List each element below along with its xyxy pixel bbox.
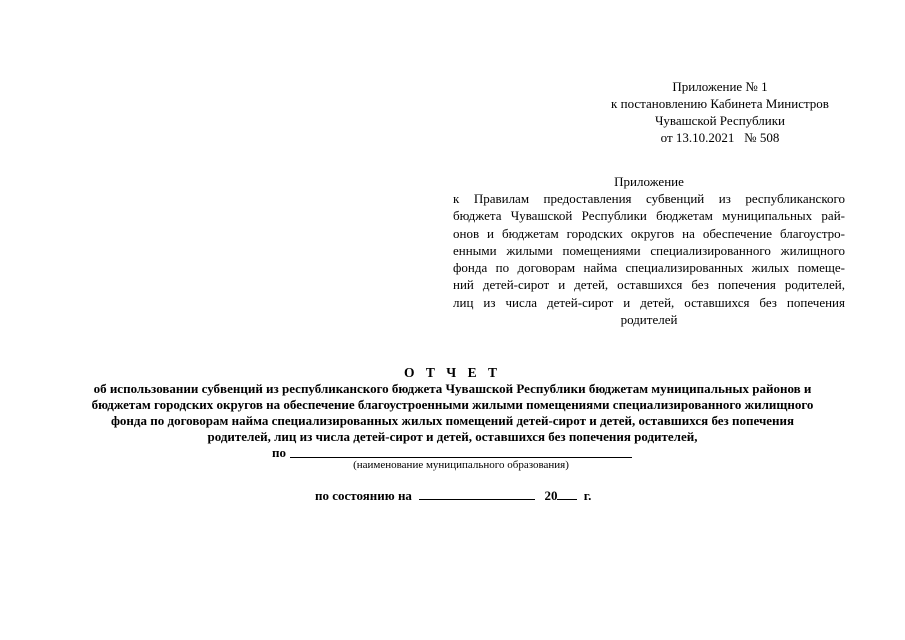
appendix1-line3: Чувашской Республики <box>654 113 786 128</box>
report-title-line: фонда по договорам найма специализированных жилых помещений детей-сирот и детей, оставшихся без попечения <box>110 413 795 428</box>
appendix2-line: фонда по договорам найма специализированных жилых помеще- <box>453 260 845 276</box>
appendix1-date-number <box>590 129 850 146</box>
appendix2-line: енными жилыми помещениями специализированного жилищного <box>453 242 845 258</box>
appendix1-number: № 508 <box>744 130 780 145</box>
appendix2-line: онов и бюджетам городских округов на обеспечение благоустро- <box>453 225 845 241</box>
appendix2-line: бюджета Чувашской Республики бюджетам муниципальных рай- <box>453 208 845 224</box>
appendix2-last-line: родителей <box>620 312 678 328</box>
report-heading: О Т Ч Е Т <box>404 365 501 380</box>
report-title-line: об использовании субвенций из республиканского бюджета Чувашской Республики бюджетам муниципальных районов и <box>93 381 812 396</box>
municipality-caption: (наименование муниципального образования) <box>353 459 569 471</box>
municipality-field[interactable] <box>290 457 632 458</box>
appendix1-line2: к постановлению Кабинета Министров <box>611 96 829 111</box>
report-title-line: родителей, лиц из числа детей-сирот и детей, оставшихся без попечения родителей, <box>207 429 698 444</box>
po-label: по <box>272 445 286 460</box>
appendix2-body <box>453 190 845 328</box>
appendix1-line1: Приложение № 1 <box>672 79 768 94</box>
appendix2-line: ний детей-сирот и детей, оставшихся без попечения родителей, <box>453 277 845 293</box>
appendix2-line: к Правилам предоставления субвенций из республиканского <box>453 191 845 206</box>
appendix1-date: от 13.10.2021 <box>660 130 735 145</box>
appendix2-title: Приложение <box>614 174 684 189</box>
year-field[interactable] <box>557 488 577 500</box>
as-of-line <box>315 487 591 504</box>
appendix2-line: лиц из числа детей-сирот и детей, оставшихся без попечения <box>453 294 845 310</box>
year-prefix: 20 <box>544 488 558 503</box>
report-title-line: бюджетам городских округов на обеспечение благоустроенными жилыми помещениями специализированного жилищного <box>91 397 814 412</box>
as-of-label: по состоянию на <box>315 488 412 503</box>
year-suffix: г. <box>583 488 592 503</box>
date-field[interactable] <box>419 488 535 500</box>
